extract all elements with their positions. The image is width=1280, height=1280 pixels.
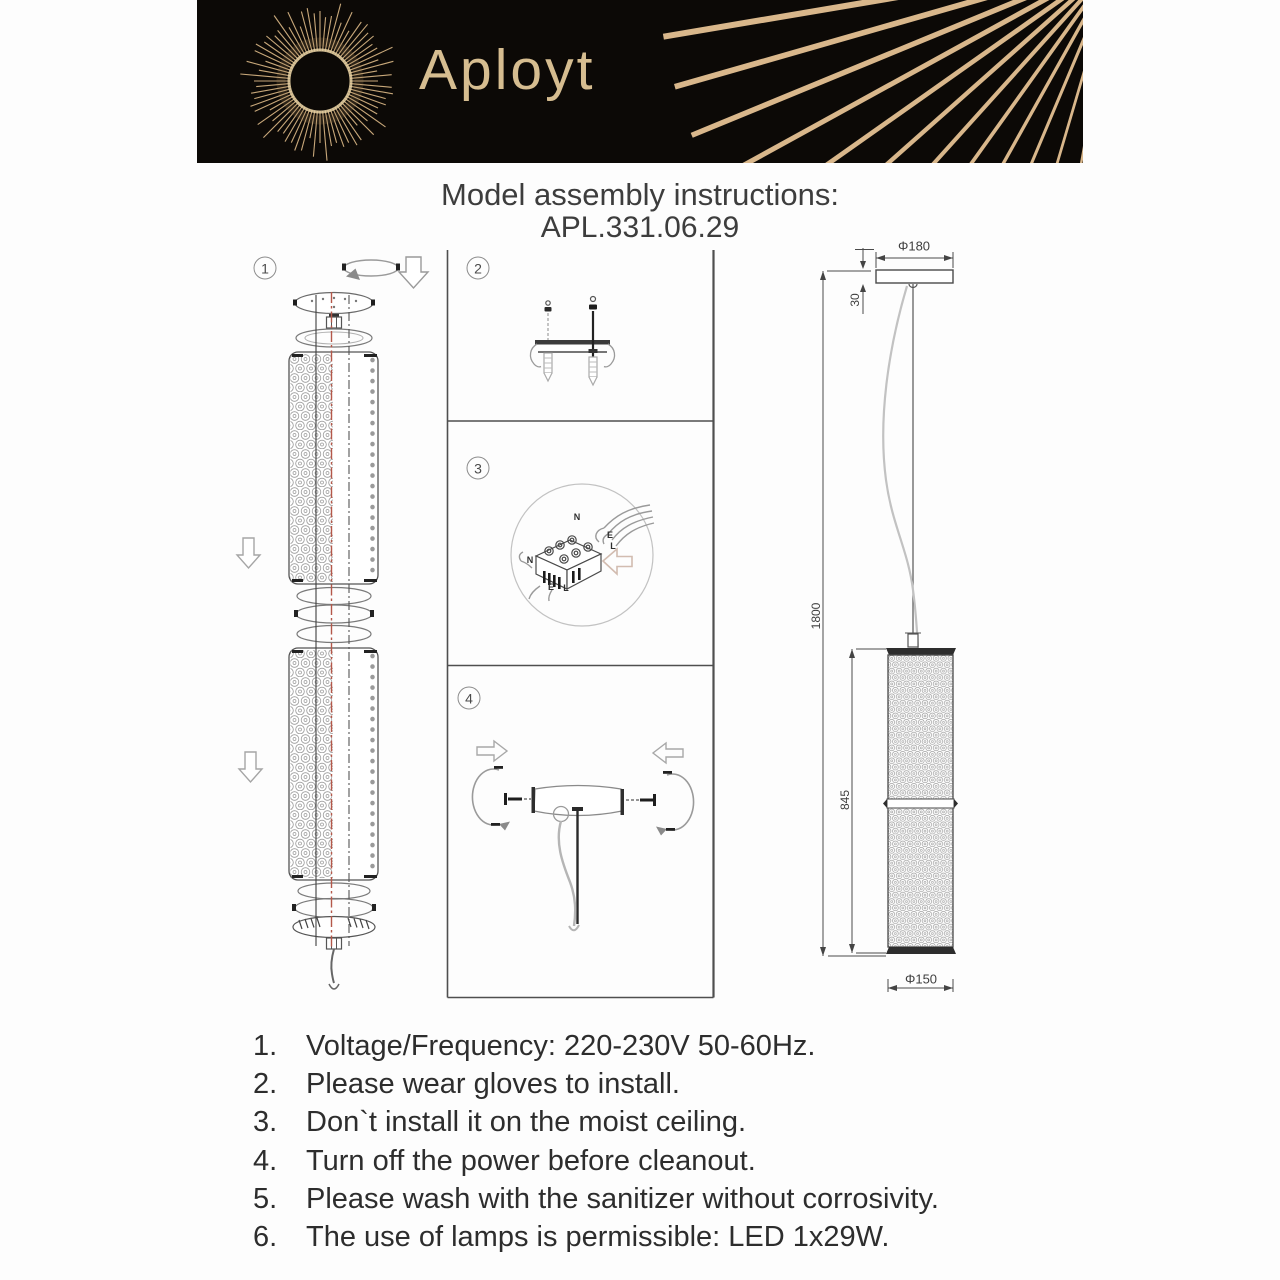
right-clip xyxy=(656,771,694,836)
dim-1800 xyxy=(820,271,886,956)
item-number: 6. xyxy=(253,1220,278,1253)
spacer-ring xyxy=(296,329,372,347)
power-cord xyxy=(559,821,575,926)
item-text: The use of lamps is permissible: LED 1x29W. xyxy=(306,1220,890,1253)
list-item xyxy=(253,1222,1073,1252)
panel-borders xyxy=(448,250,714,998)
terminal-block xyxy=(536,536,601,589)
list-item xyxy=(253,1031,1073,1061)
item-text: Turn off the power before cleanout. xyxy=(306,1144,756,1177)
wire-label-n-top: N xyxy=(573,512,581,522)
step4-canopy-assembly xyxy=(472,741,693,930)
dim-845 xyxy=(849,649,886,953)
right-arrow-icon xyxy=(477,741,507,761)
step-2-badge: 2 xyxy=(467,257,490,280)
item-number: 2. xyxy=(253,1068,278,1101)
wire-label-e-bottom: E xyxy=(547,582,555,592)
list-item xyxy=(253,1146,1073,1176)
wire-label-l-top: L xyxy=(610,541,616,551)
item-number: 1. xyxy=(253,1030,278,1062)
middle-rings xyxy=(294,588,374,643)
upper-shade xyxy=(289,352,378,584)
dim-label-body-height: 845 xyxy=(838,789,852,811)
list-item xyxy=(253,1184,1073,1214)
brand-name: Aployt xyxy=(419,38,596,102)
item-number: 3. xyxy=(253,1106,278,1139)
page-title: Model assembly instructions: xyxy=(441,177,839,212)
rod-cap xyxy=(572,807,583,811)
dim-label-canopy-height: 30 xyxy=(848,293,862,307)
left-arrow-icon xyxy=(603,549,632,574)
dim-label-canopy-diameter: Φ180 xyxy=(897,238,931,254)
down-arrow-icon xyxy=(237,538,260,568)
dim-label-overall-drop: 1800 xyxy=(809,602,823,630)
down-arrow-icon xyxy=(239,752,262,782)
lamp-body xyxy=(883,633,958,954)
item-text: Don`t install it on the moist ceiling. xyxy=(306,1106,747,1139)
list-item xyxy=(253,1107,1073,1137)
instruction-list xyxy=(253,1031,1073,1260)
bottom-rings xyxy=(292,883,376,918)
rotate-arrow-icon xyxy=(342,260,400,280)
step2-mounting-bracket xyxy=(530,297,614,386)
bottom-cap xyxy=(293,917,375,990)
down-arrow-icon xyxy=(399,257,428,288)
item-text: Please wash with the sanitizer without corrosivity. xyxy=(306,1182,939,1215)
wire-label-e-top: E xyxy=(606,530,614,540)
wire-label-n-left: N xyxy=(526,555,534,565)
step-4-badge: 4 xyxy=(458,687,481,710)
list-item xyxy=(253,1069,1073,1099)
left-arrow-icon xyxy=(653,743,683,763)
dimension-drawing xyxy=(820,248,958,992)
ceiling-canopy xyxy=(876,270,953,283)
step1-exploded-view xyxy=(237,257,428,989)
item-text: Please wear gloves to install. xyxy=(306,1068,680,1101)
item-text: Voltage/Frequency: 220-230V 50-60Hz. xyxy=(306,1030,816,1062)
item-number: 5. xyxy=(253,1182,278,1215)
dim-label-body-diameter: Φ150 xyxy=(904,971,938,987)
step-3-badge: 3 xyxy=(467,457,490,480)
step-1-badge: 1 xyxy=(254,257,277,280)
model-number: APL.331.06.29 xyxy=(540,211,740,244)
dim-180 xyxy=(876,252,953,268)
item-number: 4. xyxy=(253,1144,278,1177)
wire-label-l-bottom: L xyxy=(563,583,569,593)
canopy-disc xyxy=(293,293,375,314)
cord-grip xyxy=(327,314,342,328)
lower-shade xyxy=(289,648,378,880)
